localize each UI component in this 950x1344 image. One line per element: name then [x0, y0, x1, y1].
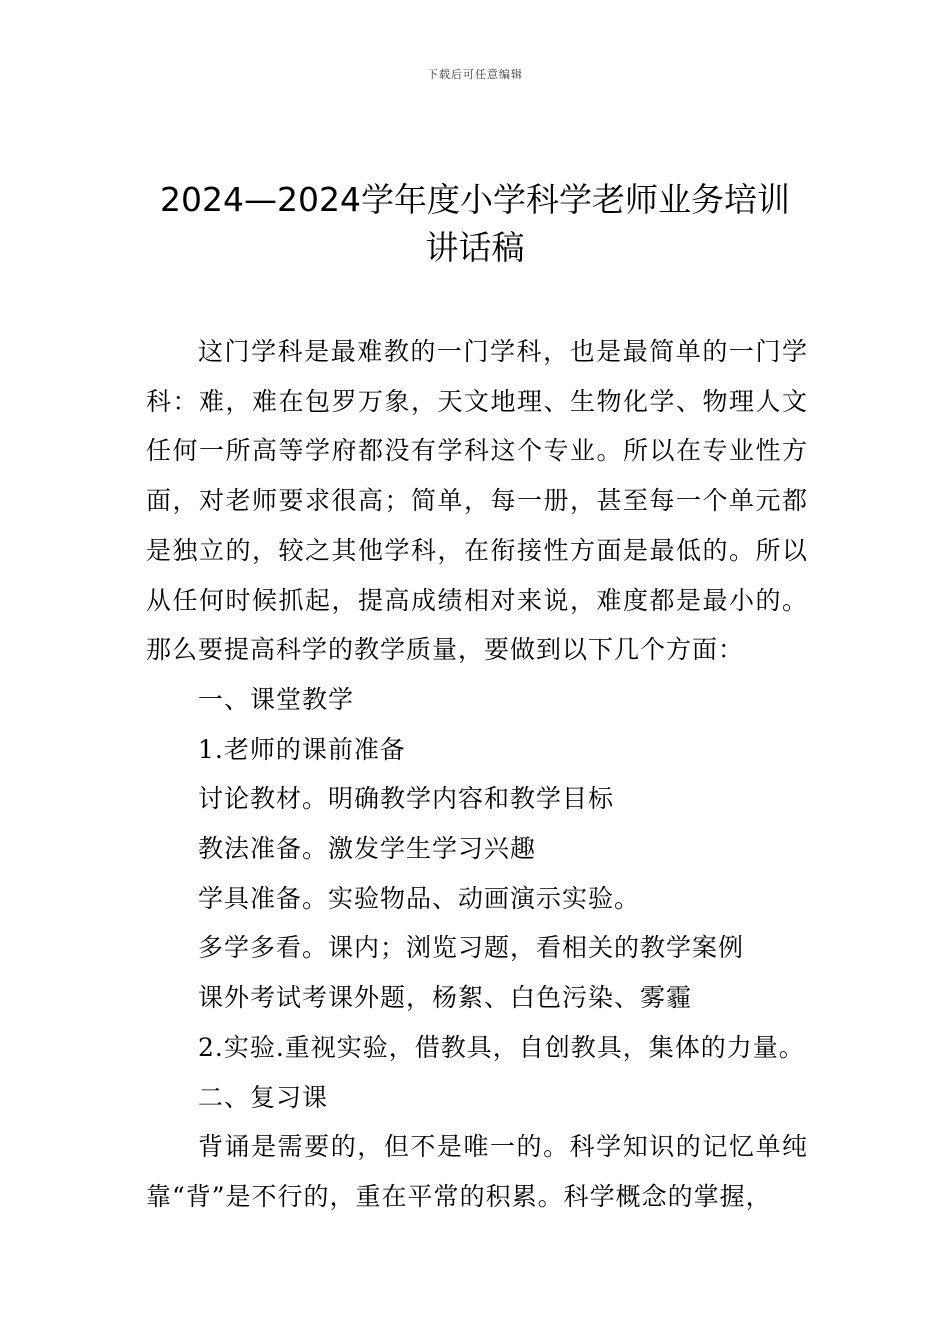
title-line-2: 讲话稿: [425, 228, 525, 267]
section-heading-review: 二、复习课: [198, 1082, 329, 1112]
review-paragraph: 背诵是需要的，但不是唯一的。科学知识的记忆单纯靠“背”是不行的，重在平常的积累。科学概念的掌握，: [146, 1132, 808, 1211]
list-item: 教法准备。激发学生学习兴趣: [198, 834, 537, 864]
list-item: 多学多看。课内；浏览习题，看相关的教学案例: [198, 933, 745, 963]
list-item: 课外考试考课外题，杨絮、白色污染、雾霾: [198, 983, 693, 1013]
document-title: [140, 176, 810, 272]
subheading-teacher-preparation: 1.老师的课前准备: [198, 734, 406, 764]
list-item: 讨论教材。明确教学内容和教学目标: [198, 784, 615, 814]
list-item: 学具准备。实验物品、动画演示实验。: [198, 883, 641, 913]
subheading-experiment: 2.实验.重视实验，借教具，自创教具，集体的力量。: [198, 1032, 805, 1062]
document-body: [146, 327, 808, 1222]
section-heading-classroom: 一、课堂教学: [198, 684, 355, 714]
intro-paragraph: 这门学科是最难教的一门学科，也是最简单的一门学科：难，难在包罗万象，天文地理、生物化学、物理人文任何一所高等学府都没有学科这个专业。所以在专业性方面，对老师要求很高；简单，每一册，甚至每一个单元都是独立的，较之其他学科，在衔接性方面是最低的。所以从任何时候抓起，提高成绩相对来说，难度都是最小的。那么要提高科学的教学质量，要做到以下几个方面：: [146, 337, 808, 665]
header-note: 下载后可任意编辑: [427, 68, 523, 81]
title-line-1: 2024—2024学年度小学科学老师业务培训: [160, 180, 790, 219]
